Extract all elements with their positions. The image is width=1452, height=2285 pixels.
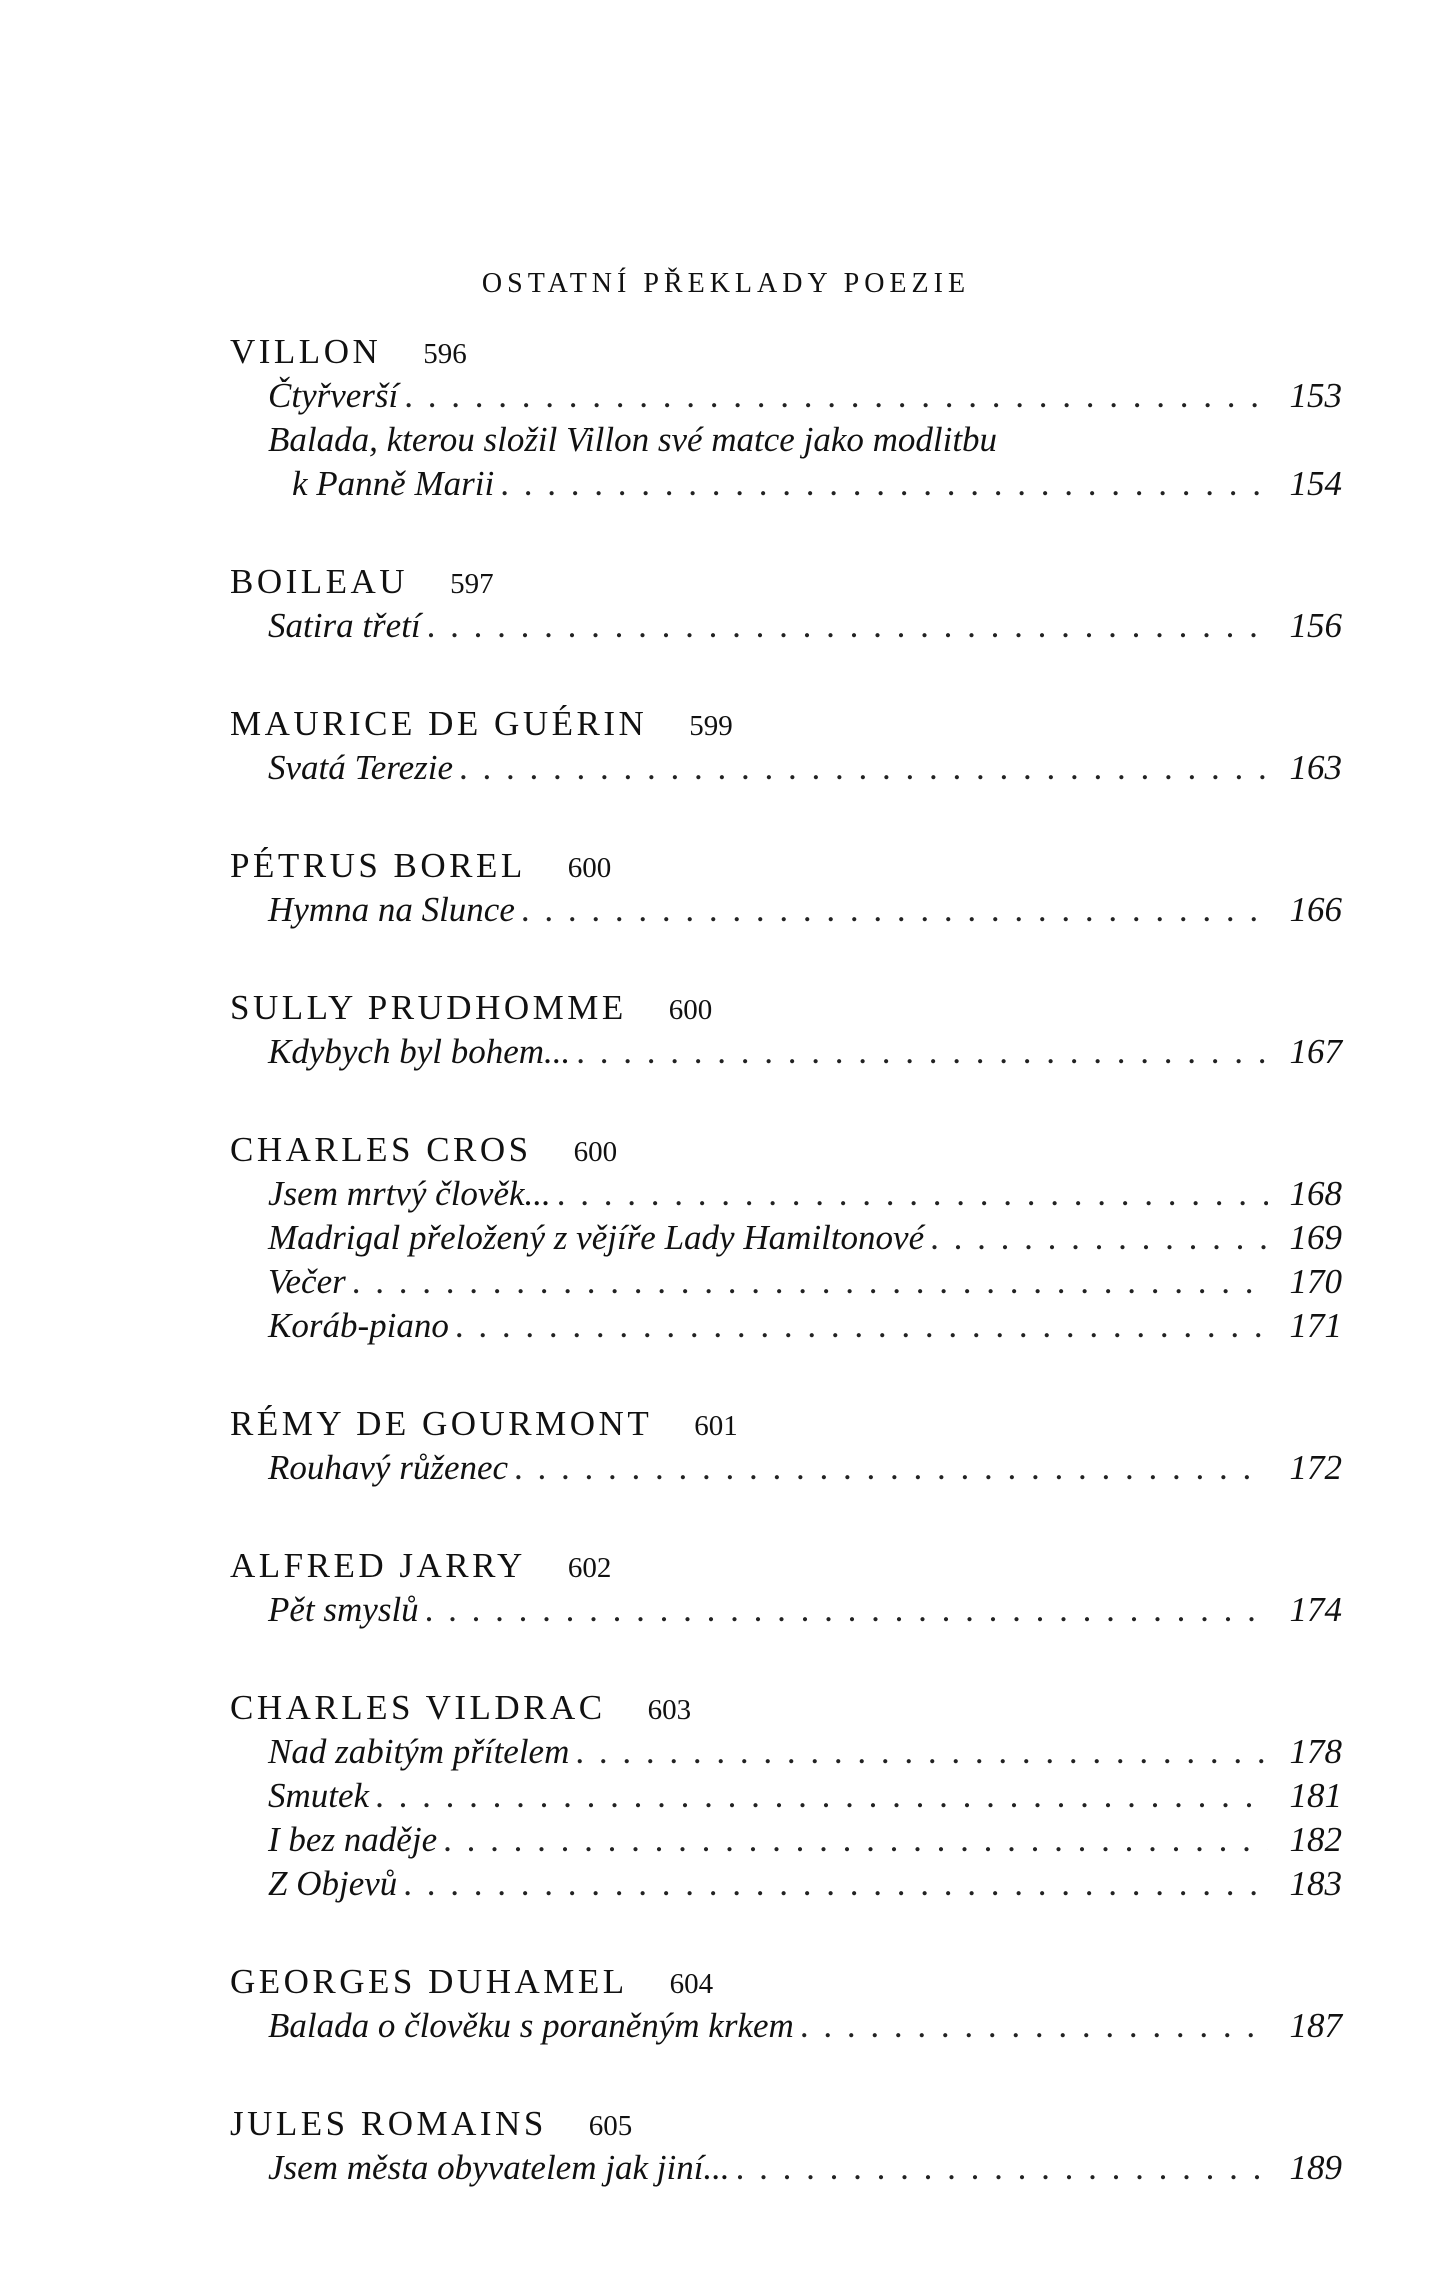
author-heading [230,1402,1342,1446]
toc-section-boileau [230,560,1342,648]
entry-title: Čtyřverší [268,376,399,415]
toc-entry[interactable] [230,888,1342,932]
author-name: PÉTRUS BOREL [230,846,526,885]
entry-title: Hymna na Slunce [268,890,515,929]
author-note-page: 600 [573,1136,618,1168]
entry-page-number: 178 [1289,1732,1342,1771]
entry-title: Pět smyslů [268,1590,419,1629]
entry-title: I bez naděje [268,1820,438,1859]
toc-section-sully-prudhomme [230,986,1342,1074]
entry-page-number: 174 [1289,1590,1342,1629]
entry-title-continuation: k Panně Marii [292,464,495,503]
entry-page-number: 182 [1289,1820,1342,1859]
entry-title: Satira třetí [268,606,421,645]
author-note-page: 597 [450,568,494,600]
entry-page-number: 187 [1289,2006,1342,2045]
dot-leader [404,374,1268,418]
toc-entry[interactable] [230,1774,1342,1818]
author-note-page: 600 [668,994,713,1026]
entry-title: Večer [268,1262,346,1301]
author-note-page: 599 [689,710,733,742]
author-heading [230,1128,1342,1172]
toc-entry[interactable] [230,374,1342,418]
toc-entry[interactable] [230,1446,1342,1490]
entry-title: Kdybych byl bohem... [268,1032,571,1071]
toc-entry-continuation[interactable] [230,462,1342,506]
toc-section-petrus-borel [230,844,1342,932]
toc-section-villon [230,330,1342,506]
entry-page-number: 172 [1289,1448,1342,1487]
author-heading [230,1960,1342,2004]
toc-section-georges-duhamel [230,1960,1342,2048]
entry-title: Koráb-piano [268,1306,449,1345]
entry-title: Smutek [268,1776,370,1815]
dot-leader [514,1446,1268,1490]
entry-title: Z Objevů [268,1864,398,1903]
entry-title: Madrigal přeložený z vějíře Lady Hamiltonové [268,1218,925,1257]
author-name: MAURICE DE GUÉRIN [230,704,648,743]
entry-title: Balada o člověku s poraněným krkem [268,2006,794,2045]
entry-title: Rouhavý růženec [268,1448,509,1487]
toc-section-jules-romains [230,2102,1342,2190]
toc-entry[interactable] [230,1304,1342,1348]
toc-entry[interactable] [230,1730,1342,1774]
page-title: OSTATNÍ PŘEKLADY POEZIE [481,268,971,299]
entry-title: Balada, kterou složil Villon své matce jako modlitbu [268,420,998,459]
author-note-page: 602 [567,1552,612,1584]
dot-leader [575,1730,1268,1774]
author-note-page: 601 [694,1410,738,1442]
toc-entry[interactable] [230,418,1342,462]
toc-entry[interactable] [230,1172,1342,1216]
author-name: RÉMY DE GOURMONT [230,1404,653,1443]
author-name: CHARLES VILDRAC [230,1688,606,1727]
entry-page-number: 171 [1289,1306,1342,1345]
entry-title: Nad zabitým přítelem [268,1732,570,1771]
author-note-page: 604 [669,1968,714,2000]
entry-page-number: 170 [1289,1262,1342,1301]
toc-section-maurice-de-guerin [230,702,1342,790]
author-name: ALFRED JARRY [230,1546,526,1585]
author-name: VILLON [230,332,382,371]
entry-title: Jsem mrtvý člověk... [268,1174,551,1213]
toc-entry[interactable] [230,604,1342,648]
entry-page-number: 163 [1289,748,1342,787]
entry-page-number: 156 [1289,606,1342,645]
entry-title: Jsem města obyvatelem jak jiní... [268,2148,730,2187]
entry-page-number: 169 [1289,1218,1342,1257]
entry-page-number: 154 [1289,464,1342,503]
dot-leader [576,1030,1268,1074]
author-name: BOILEAU [230,562,409,601]
table-of-contents [230,330,1342,2244]
dot-leader [736,2146,1268,2190]
author-name: GEORGES DUHAMEL [230,1962,628,2001]
dot-leader [427,604,1268,648]
author-heading [230,560,1342,604]
author-note-page: 603 [647,1694,692,1726]
entry-page-number: 167 [1289,1032,1342,1071]
dot-leader [930,1216,1268,1260]
author-heading [230,330,1342,374]
toc-section-alfred-jarry [230,1544,1342,1632]
entry-page-number: 168 [1289,1174,1342,1213]
toc-entry[interactable] [230,1030,1342,1074]
dot-leader [800,2004,1268,2048]
entry-page-number: 189 [1289,2148,1342,2187]
author-heading [230,844,1342,888]
dot-leader [352,1260,1268,1304]
entry-page-number: 153 [1289,376,1342,415]
dot-leader [500,462,1268,506]
toc-entry[interactable] [230,2004,1342,2048]
toc-entry[interactable] [230,1818,1342,1862]
author-heading [230,1544,1342,1588]
toc-entry[interactable] [230,1588,1342,1632]
toc-entry[interactable] [230,1862,1342,1906]
author-name: CHARLES CROS [230,1130,532,1169]
toc-section-charles-vildrac [230,1686,1342,1906]
author-note-page: 596 [423,338,467,370]
author-heading [230,2102,1342,2146]
author-name: JULES ROMAINS [230,2104,547,2143]
dot-leader [521,888,1268,932]
dot-leader [557,1172,1268,1216]
entry-page-number: 181 [1289,1776,1342,1815]
author-name: SULLY PRUDHOMME [230,988,627,1027]
entry-title: Svatá Terezie [268,748,454,787]
author-note-page: 600 [567,852,612,884]
author-heading [230,1686,1342,1730]
author-note-page: 605 [588,2110,633,2142]
dot-leader [455,1304,1268,1348]
dot-leader [459,746,1268,790]
toc-entry[interactable] [230,1216,1342,1260]
toc-section-charles-cros [230,1128,1342,1348]
toc-section-remy-de-gourmont [230,1402,1342,1490]
dot-leader [443,1818,1268,1862]
entry-page-number: 183 [1289,1864,1342,1903]
toc-entry[interactable] [230,746,1342,790]
dot-leader [403,1862,1268,1906]
entry-page-number: 166 [1289,890,1342,929]
toc-entry[interactable] [230,2146,1342,2190]
dot-leader [425,1588,1268,1632]
author-heading [230,986,1342,1030]
toc-entry[interactable] [230,1260,1342,1304]
dot-leader [375,1774,1268,1818]
author-heading [230,702,1342,746]
